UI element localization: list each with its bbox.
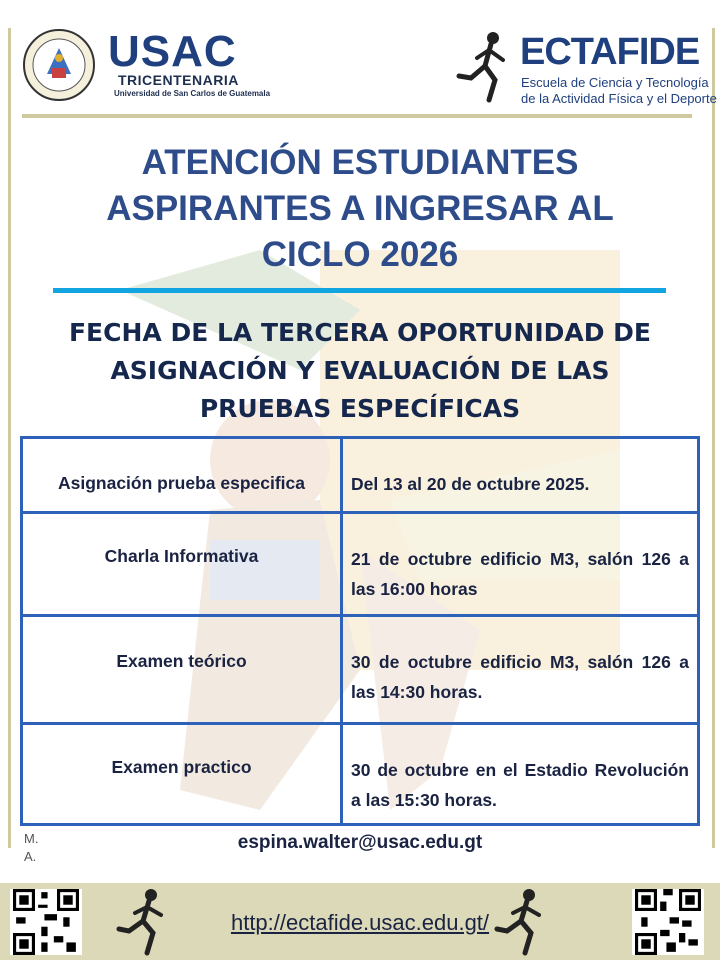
announcement-headline [50, 140, 670, 278]
table-row [23, 725, 697, 826]
event-label: Charla Informativa [23, 514, 343, 614]
event-label: Asignación prueba especifica [23, 439, 343, 511]
usac-university-name: Universidad de San Carlos de Guatemala [114, 89, 271, 98]
section-subheading [30, 314, 690, 428]
headline-line-1: ATENCIÓN ESTUDIANTES [141, 143, 579, 182]
event-label: Examen teórico [23, 617, 343, 722]
runner-icon [455, 30, 521, 106]
subheading-line-1: FECHA DE LA TERCERA OPORTUNIDAD DE [68, 318, 652, 347]
usac-wordmark: USAC [108, 27, 237, 76]
usac-seal-logo [22, 28, 96, 102]
event-date: 30 de octubre en el Estadio Revolución a las 15:30 horas. [351, 760, 689, 810]
headline-line-2: ASPIRANTES A INGRESAR AL [106, 189, 614, 228]
initials-line-2: A. [24, 849, 37, 864]
headline-divider [53, 288, 666, 293]
schedule-table [20, 436, 700, 826]
table-row [23, 514, 697, 617]
left-border-rule [8, 28, 11, 848]
event-date: 21 de octubre edificio M3, salón 126 a las 16:00 horas [351, 549, 689, 599]
header-divider [22, 114, 692, 118]
website-link[interactable]: http://ectafide.usac.edu.gt/ [230, 910, 490, 935]
right-border-rule [712, 28, 715, 848]
table-row [23, 439, 697, 514]
event-date: 30 de octubre edificio M3, salón 126 a las 14:30 horas. [351, 652, 689, 702]
subheading-line-2: ASIGNACIÓN Y EVALUACIÓN DE LAS [110, 356, 610, 385]
ectafide-tagline-2: de la Actividad Física y el Deporte [521, 91, 717, 106]
table-row [23, 617, 697, 725]
ectafide-wordmark: ECTAFIDE [520, 31, 700, 73]
usac-tricentenaria: TRICENTENARIA [118, 72, 239, 88]
subheading-line-3: PRUEBAS ESPECÍFICAS [199, 394, 521, 423]
contact-email[interactable]: espina.walter@usac.edu.gt [237, 832, 483, 853]
ectafide-tagline-1: Escuela de Ciencia y Tecnología [521, 75, 709, 90]
headline-line-3: CICLO 2026 [261, 235, 459, 274]
initials-line-1: M. [24, 831, 39, 846]
event-date: Del 13 al 20 de octubre 2025. [351, 474, 590, 494]
event-label: Examen practico [23, 725, 343, 826]
